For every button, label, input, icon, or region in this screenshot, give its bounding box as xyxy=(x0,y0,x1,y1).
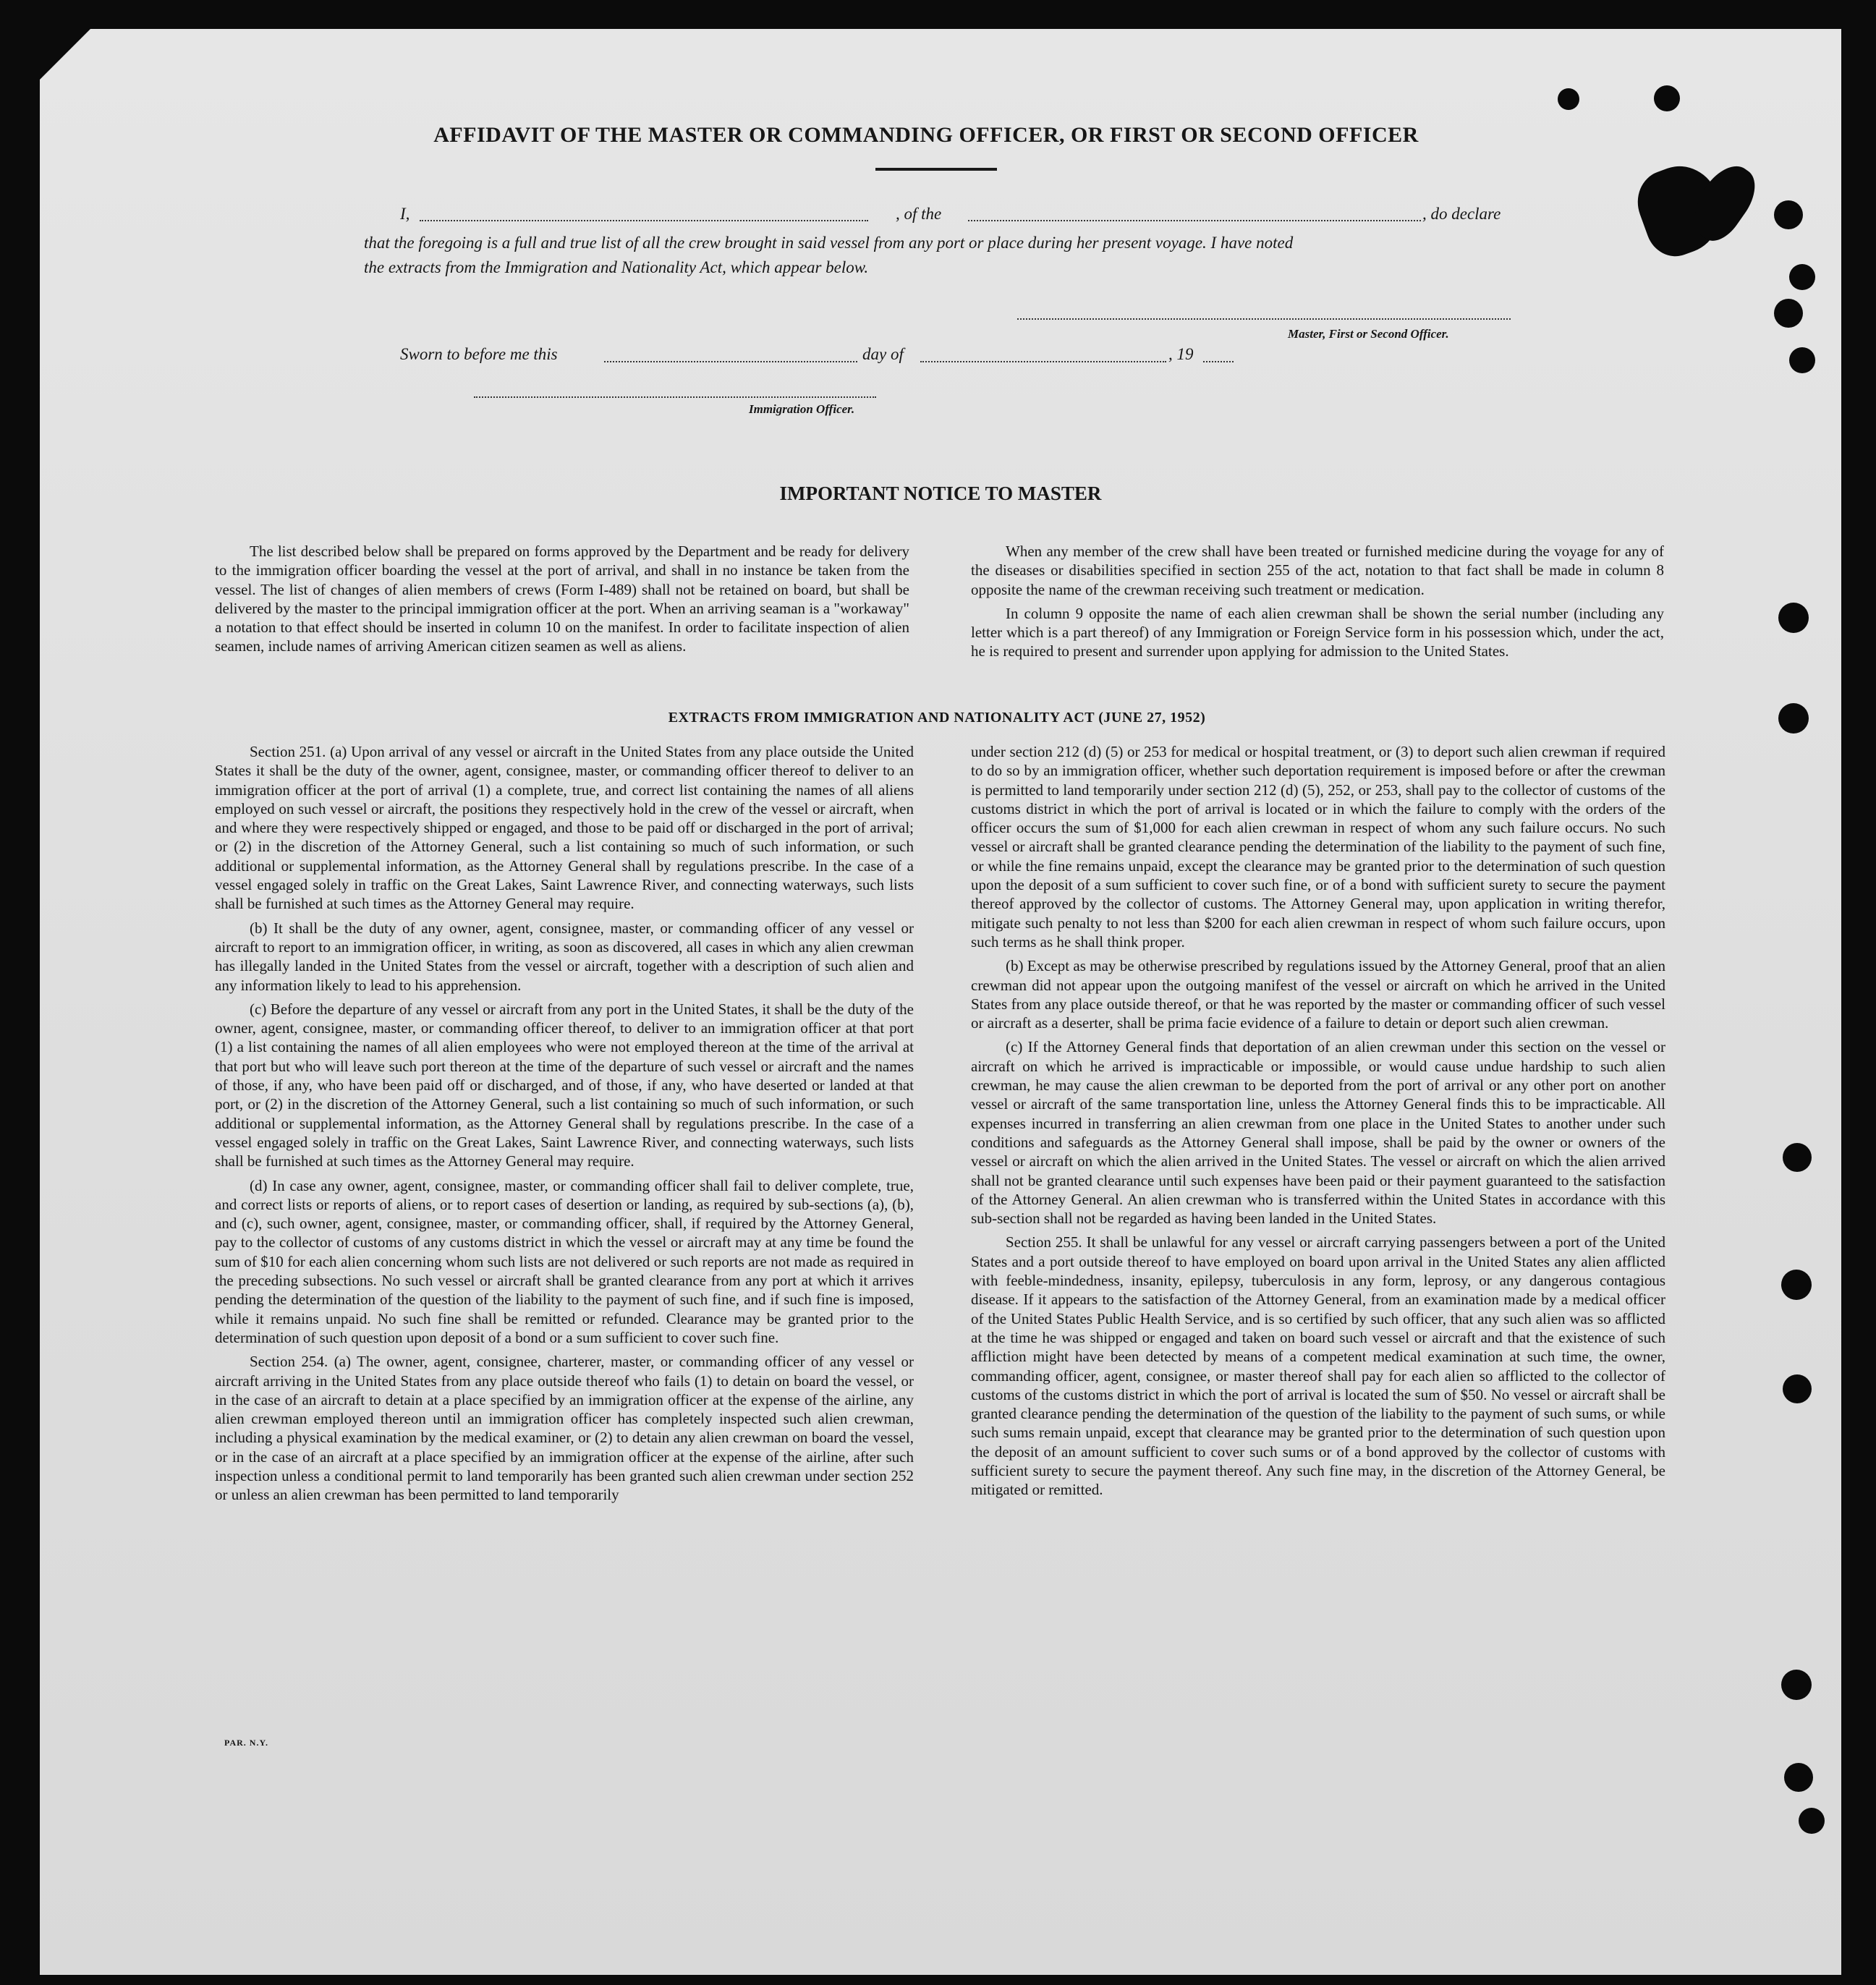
month-line xyxy=(920,361,1166,362)
vessel-line xyxy=(968,220,1421,221)
extract-paragraph: Section 251. (a) Upon arrival of any vessel or aircraft in the United States from any place outside the United States it shall be the duty of the owner, agent, consignee, master, or commanding officer thereof to deliver to an immigration officer at the port of arrival (1) a complete, true, and correct list containing the names of all aliens employed on such vessel or aircraft, the positions they respectively hold in the crew of the vessel or aircraft, when and where they were respectively shipped or engaged, and those to be paid off or discharged in the port of arrival; or (2) in the discretion of the Attorney General, such a list containing so much of such information, or such additional or supplemental information, as the Attorney General shall by regulations prescribe. In the case of a vessel engaged solely in traffic on the Great Lakes, Saint Lawrence River, and connecting waterways, such lists shall be furnished at such times as the Attorney General may require. xyxy=(215,743,914,913)
punch-hole xyxy=(1778,703,1809,734)
extract-paragraph: Section 255. It shall be unlawful for any vessel or aircraft carrying passengers between a port of the United States and a port outside thereof to have employed on board upon arrival in the United States any alien afflicted with feeble-mindedness, insanity, epilepsy, tuberculosis in any form, leprosy, or any dangerous contagious disease. If it appears to the satisfaction of the Attorney General, from an examination made by a medical officer of the United States Public Health Service, and is so certified by such officer, that any such alien was so afflicted at the time he was shipped or engaged and taken on board such vessel or aircraft and that the existence of such affliction might have been detected by means of a competent medical examination at such time, the owner, commanding officer, agent, consignee, or master thereof shall pay for each alien so afflicted to the collector of customs of the customs district in which the port of arrival is located the sum of $50. No vessel or aircraft shall be granted clearance pending the determination of the question of the liability to the payment of such sums, or while such sums remain unpaid, except that clearance may be granted prior to the determination of such question upon the deposit of an amount sufficient to cover such sums or of a bond approved by the collector of customs with sufficient surety to secure the payment thereof. Any such fine may, in the discretion of the Attorney General, be mitigated or remitted. xyxy=(971,1233,1665,1499)
extracts-title: EXTRACTS FROM IMMIGRATION AND NATIONALITY ACT (JUNE 27, 1952) xyxy=(668,710,1206,726)
notice-left-column xyxy=(215,542,909,661)
sworn-date-line xyxy=(604,361,857,362)
punch-hole xyxy=(1781,1270,1812,1300)
punch-hole xyxy=(1774,299,1803,328)
notice-right-column xyxy=(971,542,1664,666)
day-of-text: day of xyxy=(862,345,904,363)
extract-paragraph: (b) Except as may be otherwise prescribed by regulations issued by the Attorney General, proof that an alien crewman did not appear upon the outgoing manifest of the vessel or aircraft on which he arrived in the United States from any place outside thereof, or that he was reported by the master or commanding officer of such vessel or aircraft as a deserter, shall be prima facie evidence of a failure to detain or deport such alien crewman. xyxy=(971,957,1665,1032)
master-signature-line xyxy=(1017,318,1511,320)
affidavit-title: AFFIDAVIT OF THE MASTER OR COMMANDING OFFICER, OR FIRST OR SECOND OFFICER xyxy=(433,123,1419,147)
folded-corner xyxy=(40,29,90,80)
punch-hole xyxy=(1799,1808,1825,1834)
extract-paragraph: (c) Before the departure of any vessel or aircraft from any port in the United States, it shall be the duty of the owner, agent, consignee, master, or commanding officer thereof, to deliver to an immigration officer at that port (1) a list containing the names of all alien employees who were not employed thereon at the time of the arrival at that port but who will leave such port thereon at the time of the departure of such vessel or aircraft and the names of those, if any, who have been paid off or discharged, and of those, if any, who have deserted or landed at that port, or (2) in the discretion of the Attorney General, such a list containing so much of such information, or such additional or supplemental information, as the Attorney General shall by regulations prescribe. In the case of a vessel engaged solely in traffic on the Great Lakes, Saint Lawrence River, and connecting waterways, such lists shall be furnished at such times as the Attorney General may require. xyxy=(215,1000,914,1170)
notice-paragraph: When any member of the crew shall have been treated or furnished medicine during the voyage for any of the diseases or disabilities specified in section 255 of the act, notation to that fact shall be made in column 8 opposite the name of the crewman receiving such treatment or medication. xyxy=(971,543,1664,598)
extract-paragraph: (c) If the Attorney General finds that deportation of an alien crewman under this section on the vessel or aircraft on which he arrived is impracticable or impossible, or would cause undue hardship to such alien crewman, he may cause the alien crewman to be deported from the port of arrival or any other port on another vessel or aircraft of the same transportation line, unless the Attorney General finds this to be impracticable. All expenses incurred in transferring an alien crewman from one place in the United States to another under such conditions and safeguards as the Attorney General shall impose, shall be paid by the owner or owners of the vessel or aircraft on which the alien arrived in the United States. The vessel or aircraft on which the alien arrived shall not be granted clearance until such expenses have been paid or their payment guaranteed to the satisfaction of the Attorney General. An alien crewman who is transferred within the United States in accordance with this sub-section shall not be regarded as having been landed in the United States. xyxy=(971,1038,1665,1228)
punch-hole xyxy=(1781,1670,1812,1700)
declaration-do-declare: , do declare xyxy=(1422,205,1501,223)
immigration-officer-line xyxy=(474,396,876,398)
extract-paragraph: (d) In case any owner, agent, consignee, master, or commanding officer shall fail to deliver complete, true, and correct lists or reports of aliens, or to report cases of desertion or landing, as required by sub-sections (a), (b), and (c), such owner, agent, consignee, master, or commanding officer, shall, if required by the Attorney General, pay to the collector of customs of any customs district in which the vessel or aircraft may at any time be found the sum of $10 for each alien concerning whom such lists are not delivered or such reports are not made as required in the preceding subsections. No such vessel or aircraft shall be granted clearance from any port at which it arrives pending the determination of the question of the liability to the payment of such fine, and if such fine is imposed, while it remains unpaid. No such fine shall be remitted or refunded. Clearance may be granted prior to the determination of such question upon deposit of a bond or a sum sufficient to cover such fine. xyxy=(215,1176,914,1346)
declaration-line-2: that the foregoing is a full and true list of all the crew brought in said vessel from any port or place during her present voyage. I have noted xyxy=(364,234,1294,252)
extracts-left-column xyxy=(215,742,914,1510)
printer-mark: PAR. N.Y. xyxy=(224,1738,269,1748)
year-line xyxy=(1203,361,1234,362)
extracts-right-column xyxy=(971,742,1665,1505)
name-line xyxy=(420,220,868,221)
declaration-line-3: the extracts from the Immigration and Nationality Act, which appear below. xyxy=(364,258,869,276)
declaration-i: I, xyxy=(400,205,410,223)
declaration-of-the: , of the xyxy=(896,205,942,223)
punch-hole xyxy=(1789,347,1815,373)
extract-paragraph: Section 254. (a) The owner, agent, consignee, charterer, master, or commanding officer of any vessel or aircraft arriving in the United States from any place outside thereof who fails (1) to detain on board the vessel, or in the case of an aircraft to detain at a place specified by an immigration officer at the expense of the airline, any alien crewman employed thereon until an immigration officer has completely inspected such alien crewman, including a physical examination by the medical examiner, or (2) to detain any alien crewman on board the vessel, or in the case of an aircraft at a place specified by an immigration officer at the expense of the airline, after such inspection unless a conditional permit to land temporarily has been granted such alien crewman under section 252 or unless an alien crewman has been permitted to land temporarily xyxy=(215,1353,914,1504)
punch-hole xyxy=(1558,88,1579,110)
punch-hole xyxy=(1789,264,1815,290)
year-text: , 19 xyxy=(1168,345,1194,363)
master-signature-label: Master, First or Second Officer. xyxy=(1288,327,1449,341)
punch-hole xyxy=(1654,85,1680,111)
punch-hole xyxy=(1783,1374,1812,1403)
title-rule xyxy=(875,168,997,171)
sworn-text: Sworn to before me this xyxy=(400,345,558,363)
immigration-officer-label: Immigration Officer. xyxy=(749,402,855,416)
notice-paragraph: The list described below shall be prepared on forms approved by the Department and be ready for delivery to the immigration officer boarding the vessel at the port of arrival, and shall in no instance be taken from the vessel. The list of changes of alien members of crews (Form I-489) shall not be retained on board, but shall be delivered by the master to the principal immigration officer at the port. When an arriving seaman is a "workaway" a notation to that effect should be inserted in column 10 on the manifest. In order to facilitate inspection of alien seamen, include names of arriving American citizen seamen as well as aliens. xyxy=(215,543,909,655)
notice-paragraph: In column 9 opposite the name of each alien crewman shall be shown the serial number (including any letter which is a part thereof) of any Immigration or Foreign Service form in his possession which, under the act, he is required to present and surrender upon applying for admission to the United States. xyxy=(971,604,1664,660)
punch-hole xyxy=(1784,1763,1813,1792)
punch-hole xyxy=(1778,603,1809,633)
extract-paragraph: (b) It shall be the duty of any owner, agent, consignee, master, or commanding officer of any vessel or aircraft to report to an immigration officer, in writing, as soon as discovered, all cases in which any alien crewman has illegally landed in the United States from the vessel or aircraft, together with a description of such alien and any information likely to lead to his apprehension. xyxy=(215,919,914,994)
notice-title: IMPORTANT NOTICE TO MASTER xyxy=(779,483,1102,504)
punch-hole xyxy=(1783,1143,1812,1172)
punch-hole xyxy=(1774,200,1803,229)
extract-paragraph: under section 212 (d) (5) or 253 for medical or hospital treatment, or (3) to deport such alien crewman if required to do so by an immigration officer, whether such deportation requirement is imposed before or after the crewman is permitted to land temporarily under section 212 (d) (5), 252, or 253, shall pay to the collector of customs of the customs district in which the port of arrival is located or in which the failure to comply with the orders of the officer occurs the sum of $1,000 for each alien crewman in respect of whom any such failure occurs. No such vessel or aircraft shall be granted clearance pending the determination of the liability to the payment of such fine, or while the fine remains unpaid, except the clearance may be granted prior to the determination of such question upon the deposit of a sum sufficient to cover such fine, or of a bond with sufficient surety to secure the payment thereof approved by the collector of customs. The Attorney General may, upon application in writing therefor, mitigate such penalty to not less than $200 for each alien crewman in respect of whom such failure occurs, upon such terms as he shall think proper. xyxy=(971,743,1665,951)
